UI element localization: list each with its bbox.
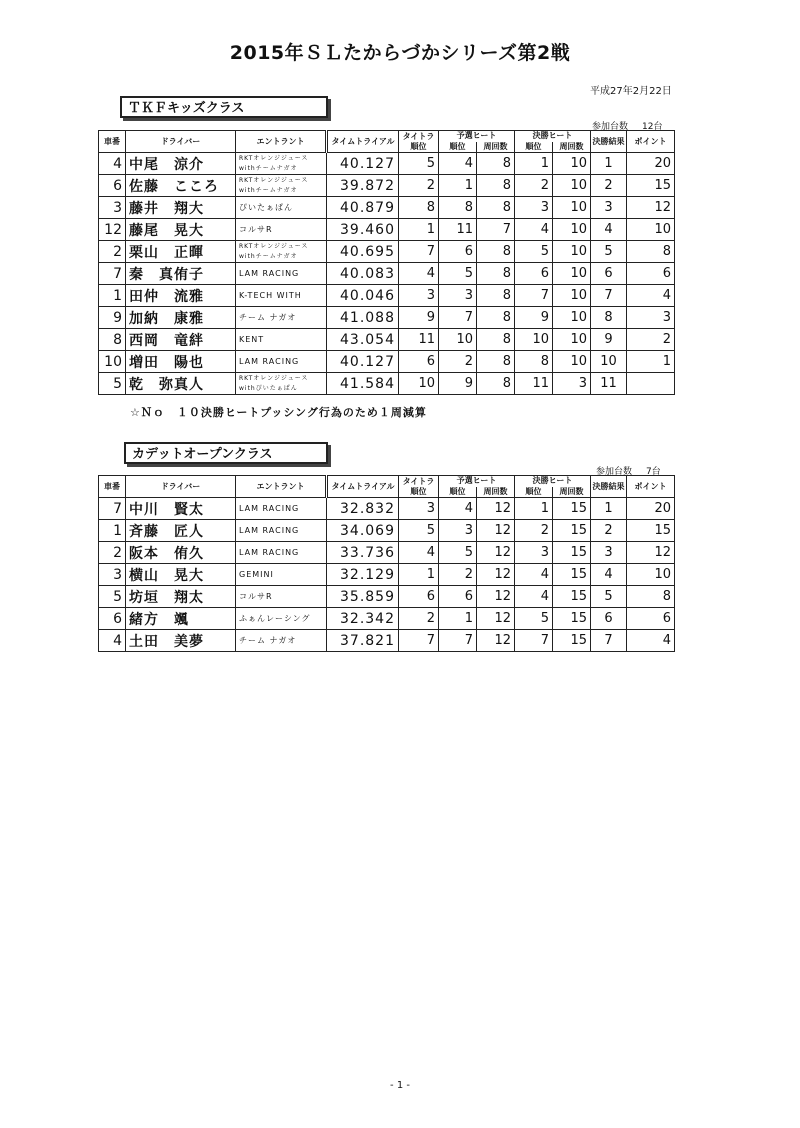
points: 4 — [627, 630, 675, 652]
final-rank: 6 — [515, 263, 553, 285]
entry-count-value: 12台 — [642, 122, 663, 132]
time-trial: 33.736 — [327, 542, 399, 564]
driver-name: 中川 賢太 — [126, 498, 236, 520]
penalty-note: ☆Ｎｏ １０決勝ヒートプッシング行為のため１周減算 — [130, 406, 427, 419]
entrant-line: RKTオレンジジュース — [239, 176, 309, 184]
tt-rank: 5 — [399, 153, 439, 175]
table-row — [99, 329, 675, 351]
final-rank: 4 — [515, 219, 553, 241]
time-trial: 41.088 — [327, 307, 399, 329]
driver-name: 土田 美夢 — [126, 630, 236, 652]
tt-rank: 11 — [399, 329, 439, 351]
header-time-trial: タイムトライアル — [327, 131, 399, 153]
heat-laps: 12 — [477, 564, 515, 586]
tt-rank: 1 — [399, 564, 439, 586]
car-no: 4 — [99, 153, 126, 175]
car-no: 12 — [99, 219, 126, 241]
header-driver: ドライバー — [126, 476, 236, 498]
car-no: 5 — [99, 373, 126, 395]
entrant-name: K-TECH WITH — [236, 285, 327, 307]
entrant-name: LAM RACING — [236, 542, 327, 564]
final-rank: 3 — [515, 542, 553, 564]
final-laps: 15 — [553, 542, 591, 564]
heat-laps: 12 — [477, 608, 515, 630]
car-no: 1 — [99, 285, 126, 307]
car-no: 6 — [99, 175, 126, 197]
driver-name: 西岡 竜絆 — [126, 329, 236, 351]
final-laps: 10 — [553, 285, 591, 307]
table-row — [99, 586, 675, 608]
heat-laps: 8 — [477, 197, 515, 219]
points: 12 — [627, 197, 675, 219]
final-laps: 10 — [553, 307, 591, 329]
final-rank: 2 — [515, 520, 553, 542]
event-date: 平成27年2月22日 — [590, 86, 672, 97]
heat-rank: 3 — [439, 520, 477, 542]
points: 20 — [627, 498, 675, 520]
entrant-line: withチームナガオ — [239, 186, 298, 194]
final-laps: 15 — [553, 520, 591, 542]
final-laps: 10 — [553, 329, 591, 351]
heat-rank: 6 — [439, 241, 477, 263]
header-heat-laps: 周回数 — [477, 142, 515, 153]
driver-name: 横山 晃大 — [126, 564, 236, 586]
heat-rank: 2 — [439, 564, 477, 586]
points: 3 — [627, 307, 675, 329]
final-laps: 15 — [553, 564, 591, 586]
points: 6 — [627, 263, 675, 285]
time-trial: 35.859 — [327, 586, 399, 608]
heat-rank: 7 — [439, 630, 477, 652]
entrant-line: RKTオレンジジュース — [239, 154, 309, 162]
class-title-kids: ＴＫＦキッズクラス — [120, 96, 328, 118]
entrant-name: GEMINI — [236, 564, 327, 586]
final-rank: 5 — [515, 241, 553, 263]
table-row — [99, 263, 675, 285]
final-result: 2 — [591, 520, 627, 542]
heat-laps: 8 — [477, 329, 515, 351]
final-rank: 5 — [515, 608, 553, 630]
points: 10 — [627, 564, 675, 586]
final-result: 5 — [591, 241, 627, 263]
tt-rank: 3 — [399, 285, 439, 307]
final-rank: 4 — [515, 586, 553, 608]
heat-laps: 8 — [477, 307, 515, 329]
results-body-cadet — [99, 498, 675, 652]
driver-name: 藤井 翔大 — [126, 197, 236, 219]
final-rank: 3 — [515, 197, 553, 219]
table-row — [99, 608, 675, 630]
tt-rank: 1 — [399, 219, 439, 241]
points: 1 — [627, 351, 675, 373]
final-result: 4 — [591, 219, 627, 241]
entrant-line: withチームナガオ — [239, 164, 298, 172]
final-rank: 1 — [515, 153, 553, 175]
points: 4 — [627, 285, 675, 307]
results-body-kids — [99, 153, 675, 395]
header-car-no: 車番 — [99, 131, 126, 153]
time-trial: 34.069 — [327, 520, 399, 542]
header-heat: 予選ヒート — [439, 476, 515, 487]
final-rank: 1 — [515, 498, 553, 520]
entrant-name: LAM RACING — [236, 351, 327, 373]
final-result: 2 — [591, 175, 627, 197]
heat-rank: 4 — [439, 153, 477, 175]
heat-laps: 8 — [477, 263, 515, 285]
entrant-line: withぴいたぁぱん — [239, 384, 298, 392]
car-no: 6 — [99, 608, 126, 630]
heat-laps: 8 — [477, 351, 515, 373]
entrant-name: チーム ナガオ — [236, 307, 327, 329]
entrant-name: LAM RACING — [236, 498, 327, 520]
table-row — [99, 241, 675, 263]
driver-name: 秦 真侑子 — [126, 263, 236, 285]
entrant-name — [236, 175, 327, 197]
page-number: - 1 - — [390, 1080, 410, 1091]
entrant-name: LAM RACING — [236, 263, 327, 285]
entrant-name — [236, 373, 327, 395]
car-no: 7 — [99, 498, 126, 520]
entrant-line: RKTオレンジジュース — [239, 374, 309, 382]
time-trial: 37.821 — [327, 630, 399, 652]
table-row — [99, 498, 675, 520]
final-result: 4 — [591, 564, 627, 586]
results-table-cadet — [98, 475, 675, 652]
final-laps: 10 — [553, 197, 591, 219]
car-no: 2 — [99, 542, 126, 564]
entrant-name: KENT — [236, 329, 327, 351]
entry-count-label: 参加台数 — [596, 467, 633, 477]
page-title: 2015年ＳＬたからづかシリーズ第2戦 — [229, 42, 571, 64]
header-result: 決勝結果 — [591, 476, 627, 498]
header-final-rank: 順位 — [515, 487, 553, 498]
points: 8 — [627, 241, 675, 263]
tt-rank: 4 — [399, 263, 439, 285]
header-entrant: エントラント — [236, 131, 327, 153]
final-result: 11 — [591, 373, 627, 395]
time-trial: 41.584 — [327, 373, 399, 395]
final-result: 1 — [591, 498, 627, 520]
driver-name: 栗山 正暉 — [126, 241, 236, 263]
table-row — [99, 175, 675, 197]
time-trial: 32.342 — [327, 608, 399, 630]
header-tt-rank: タイトラ順位 — [399, 476, 439, 498]
heat-laps: 12 — [477, 630, 515, 652]
final-result: 10 — [591, 351, 627, 373]
results-table-kids — [98, 130, 675, 395]
heat-rank: 3 — [439, 285, 477, 307]
car-no: 7 — [99, 263, 126, 285]
table-row — [99, 153, 675, 175]
time-trial: 43.054 — [327, 329, 399, 351]
heat-rank: 8 — [439, 197, 477, 219]
tt-rank: 7 — [399, 630, 439, 652]
heat-laps: 12 — [477, 542, 515, 564]
header-final-laps: 周回数 — [553, 487, 591, 498]
heat-laps: 12 — [477, 498, 515, 520]
table-row — [99, 564, 675, 586]
car-no: 5 — [99, 586, 126, 608]
points: 15 — [627, 520, 675, 542]
entrant-name: コルサR — [236, 219, 327, 241]
car-no: 2 — [99, 241, 126, 263]
car-no: 1 — [99, 520, 126, 542]
car-no: 10 — [99, 351, 126, 373]
header-final-laps: 周回数 — [553, 142, 591, 153]
entrant-name: ぴいたぁぱん — [236, 197, 327, 219]
final-laps: 15 — [553, 498, 591, 520]
driver-name: 田仲 流雅 — [126, 285, 236, 307]
time-trial: 40.879 — [327, 197, 399, 219]
heat-laps: 12 — [477, 520, 515, 542]
points: 15 — [627, 175, 675, 197]
points: 12 — [627, 542, 675, 564]
car-no: 8 — [99, 329, 126, 351]
header-points: ポイント — [627, 476, 675, 498]
table-row — [99, 285, 675, 307]
points: 2 — [627, 329, 675, 351]
final-rank: 2 — [515, 175, 553, 197]
header-driver: ドライバー — [126, 131, 236, 153]
final-laps: 10 — [553, 153, 591, 175]
header-heat-laps: 周回数 — [477, 487, 515, 498]
entrant-line: withチームナガオ — [239, 252, 298, 260]
time-trial: 39.872 — [327, 175, 399, 197]
car-no: 4 — [99, 630, 126, 652]
points: 20 — [627, 153, 675, 175]
entrant-name: コルサR — [236, 586, 327, 608]
heat-rank: 1 — [439, 175, 477, 197]
time-trial: 40.046 — [327, 285, 399, 307]
table-row — [99, 307, 675, 329]
time-trial: 40.083 — [327, 263, 399, 285]
heat-rank: 1 — [439, 608, 477, 630]
header-car-no: 車番 — [99, 476, 126, 498]
points: 10 — [627, 219, 675, 241]
final-laps: 10 — [553, 241, 591, 263]
final-laps: 15 — [553, 630, 591, 652]
tt-rank: 8 — [399, 197, 439, 219]
heat-rank: 6 — [439, 586, 477, 608]
table-row — [99, 630, 675, 652]
time-trial: 32.832 — [327, 498, 399, 520]
final-laps: 10 — [553, 219, 591, 241]
header-entrant: エントラント — [236, 476, 327, 498]
heat-laps: 8 — [477, 153, 515, 175]
driver-name: 中尾 涼介 — [126, 153, 236, 175]
points: 6 — [627, 608, 675, 630]
final-laps: 3 — [553, 373, 591, 395]
tt-rank: 2 — [399, 608, 439, 630]
header-heat-rank: 順位 — [439, 142, 477, 153]
tt-rank: 5 — [399, 520, 439, 542]
header-heat-rank: 順位 — [439, 487, 477, 498]
final-rank: 9 — [515, 307, 553, 329]
heat-rank: 10 — [439, 329, 477, 351]
tt-rank: 9 — [399, 307, 439, 329]
entry-count-label: 参加台数 — [592, 122, 629, 132]
heat-rank: 11 — [439, 219, 477, 241]
entrant-name: チーム ナガオ — [236, 630, 327, 652]
heat-rank: 5 — [439, 542, 477, 564]
heat-laps: 12 — [477, 586, 515, 608]
car-no: 3 — [99, 564, 126, 586]
final-rank: 11 — [515, 373, 553, 395]
entrant-name: ふぁんレーシング — [236, 608, 327, 630]
final-result: 8 — [591, 307, 627, 329]
final-result: 7 — [591, 285, 627, 307]
final-rank: 10 — [515, 329, 553, 351]
header-final: 決勝ヒート — [515, 476, 591, 487]
header-time-trial: タイムトライアル — [327, 476, 399, 498]
car-no: 9 — [99, 307, 126, 329]
heat-rank: 7 — [439, 307, 477, 329]
heat-rank: 2 — [439, 351, 477, 373]
tt-rank: 6 — [399, 351, 439, 373]
header-final: 決勝ヒート — [515, 131, 591, 142]
table-row — [99, 542, 675, 564]
final-result: 1 — [591, 153, 627, 175]
table-row — [99, 351, 675, 373]
final-result: 3 — [591, 197, 627, 219]
time-trial: 40.127 — [327, 153, 399, 175]
final-result: 6 — [591, 263, 627, 285]
header-heat: 予選ヒート — [439, 131, 515, 142]
tt-rank: 6 — [399, 586, 439, 608]
final-rank: 7 — [515, 285, 553, 307]
final-rank: 4 — [515, 564, 553, 586]
driver-name: 藤尾 晃大 — [126, 219, 236, 241]
tt-rank: 10 — [399, 373, 439, 395]
driver-name: 坊垣 翔太 — [126, 586, 236, 608]
header-result: 決勝結果 — [591, 131, 627, 153]
driver-name: 斉藤 匠人 — [126, 520, 236, 542]
final-result: 6 — [591, 608, 627, 630]
time-trial: 40.695 — [327, 241, 399, 263]
heat-laps: 8 — [477, 373, 515, 395]
driver-name: 加納 康雅 — [126, 307, 236, 329]
entrant-name — [236, 241, 327, 263]
final-laps: 15 — [553, 586, 591, 608]
class-title-cadet: カデットオープンクラス — [124, 442, 328, 464]
final-rank: 8 — [515, 351, 553, 373]
car-no: 3 — [99, 197, 126, 219]
points — [627, 373, 675, 395]
entrant-name — [236, 153, 327, 175]
heat-laps: 8 — [477, 241, 515, 263]
time-trial: 39.460 — [327, 219, 399, 241]
entry-count-value: 7台 — [646, 467, 661, 477]
tt-rank: 3 — [399, 498, 439, 520]
table-row — [99, 219, 675, 241]
final-laps: 10 — [553, 175, 591, 197]
final-result: 3 — [591, 542, 627, 564]
header-tt-rank: タイトラ順位 — [399, 131, 439, 153]
table-row — [99, 373, 675, 395]
tt-rank: 7 — [399, 241, 439, 263]
time-trial: 32.129 — [327, 564, 399, 586]
entrant-line: RKTオレンジジュース — [239, 242, 309, 250]
final-result: 7 — [591, 630, 627, 652]
heat-rank: 9 — [439, 373, 477, 395]
header-points: ポイント — [627, 131, 675, 153]
tt-rank: 4 — [399, 542, 439, 564]
driver-name: 乾 弥真人 — [126, 373, 236, 395]
final-laps: 10 — [553, 351, 591, 373]
tt-rank: 2 — [399, 175, 439, 197]
heat-laps: 7 — [477, 219, 515, 241]
table-row — [99, 197, 675, 219]
final-rank: 7 — [515, 630, 553, 652]
final-result: 9 — [591, 329, 627, 351]
heat-rank: 5 — [439, 263, 477, 285]
heat-laps: 8 — [477, 285, 515, 307]
heat-laps: 8 — [477, 175, 515, 197]
final-result: 5 — [591, 586, 627, 608]
driver-name: 増田 陽也 — [126, 351, 236, 373]
header-final-rank: 順位 — [515, 142, 553, 153]
time-trial: 40.127 — [327, 351, 399, 373]
driver-name: 阪本 侑久 — [126, 542, 236, 564]
table-row — [99, 520, 675, 542]
final-laps: 10 — [553, 263, 591, 285]
points: 8 — [627, 586, 675, 608]
driver-name: 緒方 颯 — [126, 608, 236, 630]
entrant-name: LAM RACING — [236, 520, 327, 542]
heat-rank: 4 — [439, 498, 477, 520]
driver-name: 佐藤 こころ — [126, 175, 236, 197]
final-laps: 15 — [553, 608, 591, 630]
